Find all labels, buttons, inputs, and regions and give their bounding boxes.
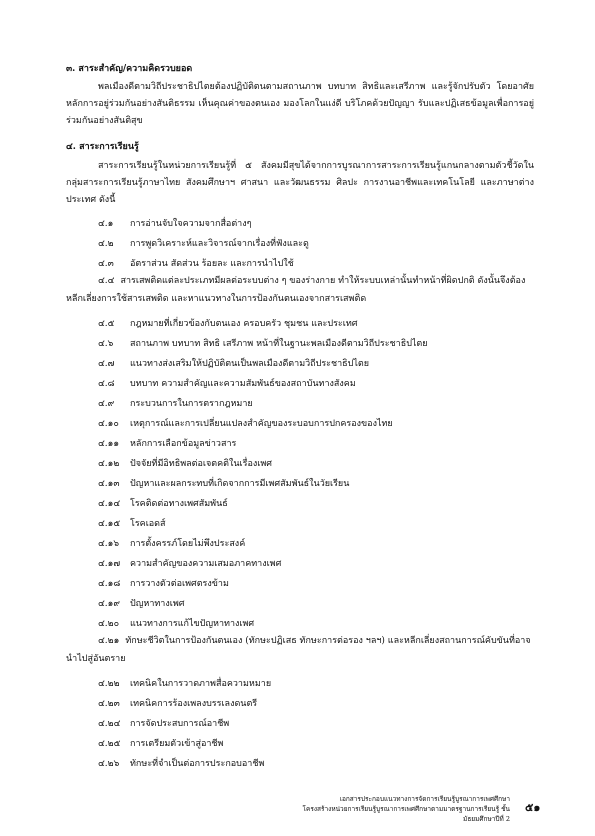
list-item	[98, 378, 356, 390]
list-item-number: ๔.๒๔	[98, 719, 121, 729]
list-item-text: กระบวนการในการตรากฎหมาย	[130, 399, 253, 409]
footer-line-1: เอกสารประกอบแนวทางการจัดการเรียนรู้บูรณาการเพศศึกษา	[339, 795, 510, 803]
list-item-number: ๔.๗	[98, 359, 115, 369]
list-item	[98, 478, 349, 490]
list-item-text: สารเสพติดแต่ละประเภทมีผลต่อระบบต่าง ๆ ของร่างกาย ทำให้ระบบเหล่านั้นทำหน้าที่ผิดปกติ ดังนั้นจึงต้องหลีกเลี่ยงการใช้สารเสพติด และหาแนวทางในการป้องกันตนเองจากสารเสพติด	[66, 276, 526, 304]
list-item-text: การพูดวิเคราะห์และวิจารณ์จากเรื่องที่ฟังและดู	[130, 239, 309, 249]
list-item	[98, 598, 184, 610]
section-3-paragraph: พลเมืองดีตามวิถีประชาธิปไตยต้องปฏิบัติตนตามสถานภาพ บทบาท สิทธิและเสรีภาพ และรู้จักปรับตัว โดยอาศัยหลักการอยู่ร่วมกันอย่างสันติธรรม เห็นคุณค่าของตนเอง มองโลกในแง่ดี บริโภคด้วยปัญญา รับและปฏิเสธข้อมูลเพื่อการอยู่ร่วมกันอย่างสันติสุข	[66, 82, 534, 126]
list-item-text: เทคนิคการร้องเพลงบรรเลงดนตรี	[130, 699, 258, 709]
list-item	[98, 418, 393, 430]
list-item-number: ๔.๑๔	[98, 499, 121, 509]
page-footer	[280, 794, 510, 824]
list-item-text: บทบาท ความสำคัญและความสัมพันธ์ของสถาบันทางสังคม	[130, 379, 356, 389]
list-item-number: ๔.๑๘	[98, 579, 121, 589]
list-item-number: ๔.๑๗	[98, 559, 121, 569]
list-item-text: โรคติดต่อทางเพศสัมพันธ์	[130, 499, 228, 509]
list-item-number: ๔.๒๖	[98, 759, 120, 769]
footer-line-2: โครงสร้างหน่วยการเรียนรู้บูรณาการเพศศึกษาตามมาตรฐานการเรียนรู้ ชั้นมัธยมศึกษาปีที่ 2	[302, 805, 510, 823]
list-item-text: ปัจจัยที่มีอิทธิพลต่อเจตคติในเรื่องเพศ	[130, 459, 272, 469]
section-4-heading: ๔. สาระการเรียนรู้	[66, 142, 139, 152]
list-item-text: ปัญหาทางเพศ	[130, 599, 185, 609]
list-item	[98, 678, 271, 690]
list-item-number: ๔.๒๑	[98, 636, 120, 646]
list-item	[98, 318, 357, 330]
list-item-number: ๔.๑๕	[98, 519, 121, 529]
list-item	[98, 698, 257, 710]
list-item	[98, 718, 229, 730]
list-item-text: การวางตัวต่อเพศตรงข้าม	[130, 579, 229, 589]
list-item-number: ๔.๒	[98, 239, 114, 249]
list-item-number: ๔.๘	[98, 379, 115, 389]
list-item-text: ทักษะที่จำเป็นต่อการประกอบอาชีพ	[130, 759, 265, 769]
list-item-number: ๔.๒๓	[98, 699, 120, 709]
list-item	[98, 518, 166, 530]
list-item-text: ปัญหาและผลกระทบที่เกิดจากการมีเพศสัมพันธ์ในวัยเรียน	[130, 479, 350, 489]
list-item	[98, 758, 264, 770]
list-item-text: แนวทางการแก้ไขปัญหาทางเพศ	[130, 619, 255, 629]
page-number: ๕๑	[525, 801, 541, 814]
list-item	[98, 498, 228, 510]
list-item-text: กฎหมายที่เกี่ยวข้องกับตนเอง ครอบครัว ชุมชน และประเทศ	[130, 319, 358, 329]
list-item-number: ๔.๕	[98, 319, 115, 329]
section-4-paragraph: สาระการเรียนรู้ในหน่วยการเรียนรู้ที่ ๕ สังคมมีสุขได้จากการบูรณาการสาระการเรียนรู้แกนกลางตามตัวชี้วัดในกลุ่มสาระการเรียนรู้ภาษาไทย สังคมศึกษาฯ ศาสนา และวัฒนธรรม ศิลปะ การงานอาชีพและเทคโนโลยี และภาษาต่างประเทศ ดังนี้	[66, 161, 534, 205]
list-item	[98, 558, 281, 570]
list-item-text: ความสำคัญของความเสมอภาคทางเพศ	[130, 559, 282, 569]
list-item	[98, 458, 272, 470]
section-3-heading: ๓. สาระสำคัญ/ความคิดรวบยอด	[66, 64, 193, 74]
list-item-text: เทคนิคในการวาดภาพสื่อความหมาย	[130, 679, 272, 689]
list-item	[98, 258, 294, 270]
list-item-text: โรคเอดส์	[130, 519, 166, 529]
list-item-number: ๔.๒๒	[98, 679, 120, 689]
list-item-number: ๔.๑๙	[98, 599, 120, 609]
list-item-text: อัตราส่วน สัดส่วน ร้อยละ และการนำไปใช้	[130, 259, 294, 269]
list-item-text: การตั้งครรภ์โดยไม่พึงประสงค์	[130, 539, 246, 549]
list-item-number: ๔.๖	[98, 339, 114, 349]
list-item-text: หลักการเลือกข้อมูลข่าวสาร	[130, 439, 237, 449]
list-item-text: เหตุการณ์และการเปลี่ยนแปลงสำคัญของระบอบการปกครองของไทย	[130, 419, 393, 429]
list-item-number: ๔.๑๒	[98, 459, 120, 469]
list-item	[98, 538, 245, 550]
list-item	[98, 398, 253, 410]
list-item-number: ๔.๑	[98, 219, 114, 229]
list-item-text: แนวทางส่งเสริมให้ปฏิบัติตนเป็นพลเมืองดีตามวิถีประชาธิปไตย	[130, 359, 370, 369]
list-item-text: การเตรียมตัวเข้าสู่อาชีพ	[130, 739, 224, 749]
list-item-number: ๔.๑๑	[98, 439, 120, 449]
list-item-text: การอ่านจับใจความจากสื่อต่างๆ	[130, 219, 252, 229]
list-item-text: การจัดประสบการณ์อาชีพ	[130, 719, 230, 729]
list-item-number: ๔.๑๐	[98, 419, 119, 429]
list-item	[98, 338, 428, 350]
list-item-number: ๔.๙	[98, 399, 115, 409]
list-item	[98, 738, 223, 750]
list-item-text: สถานภาพ บทบาท สิทธิ เสรีภาพ หน้าที่ในฐานะพลเมืองดีตามวิถีประชาธิปไตย	[130, 339, 428, 349]
list-item-number: ๔.๒๐	[98, 619, 120, 629]
list-item	[66, 272, 534, 308]
list-item	[66, 632, 534, 668]
list-item	[98, 358, 369, 370]
list-item-number: ๔.๒๕	[98, 739, 121, 749]
list-item	[98, 438, 236, 450]
list-item-text: ทักษะชีวิตในการป้องกันตนเอง (ทักษะปฏิเสธ ทักษะการต่อรอง ฯลฯ) และหลีกเลี่ยงสถานการณ์คับขันที่อาจนำไปสู่อันตราย	[66, 636, 531, 664]
list-item	[98, 238, 309, 250]
list-item	[98, 218, 251, 230]
list-item	[98, 578, 229, 590]
list-item-number: ๔.๓	[98, 259, 114, 269]
list-item-number: ๔.๔	[98, 276, 115, 286]
list-item	[98, 618, 254, 630]
list-item-number: ๔.๑๖	[98, 539, 120, 549]
list-item-number: ๔.๑๓	[98, 479, 120, 489]
